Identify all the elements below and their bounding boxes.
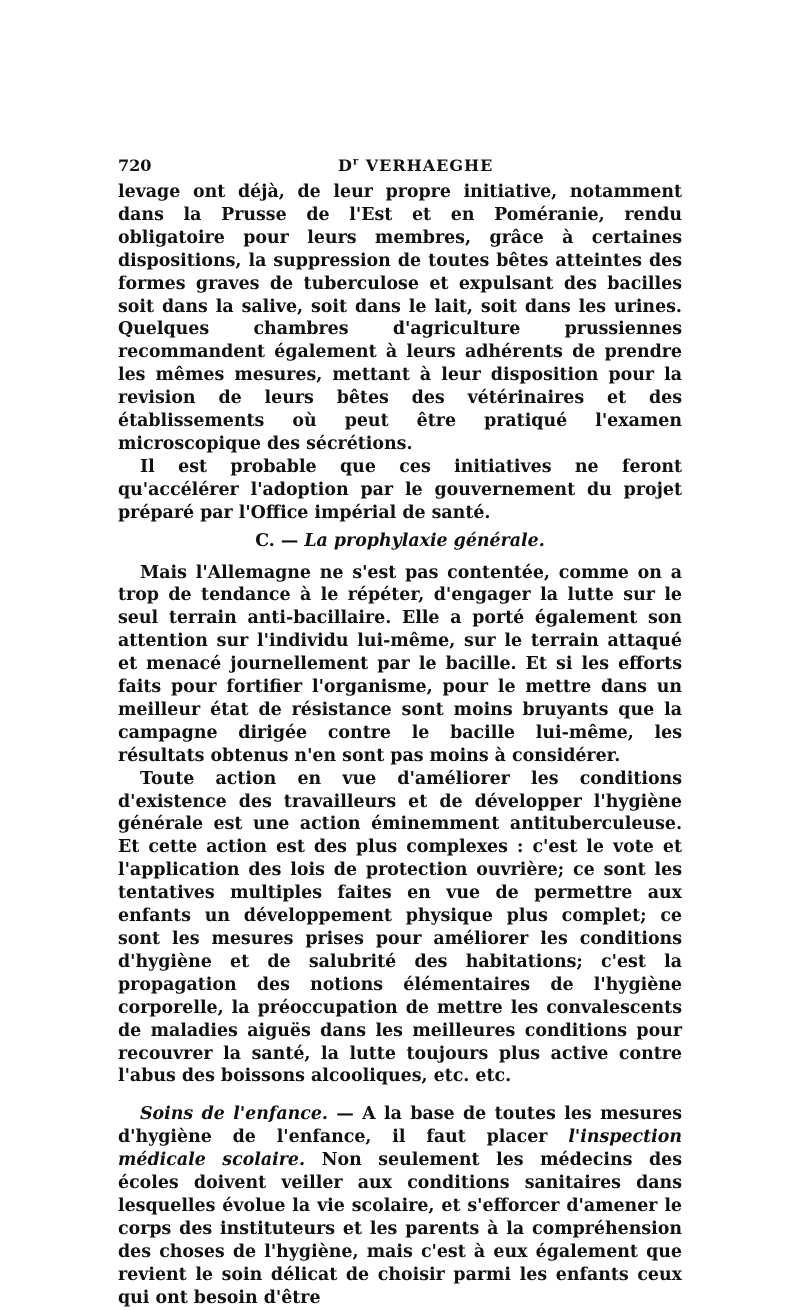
paragraph: Toute action en vue d'améliorer les conditions d'existence des travailleurs et de développer l'hygiène générale est une action éminemment antituberculeuse. Et cette action est des plus complexes : c'est le vote et l'application des lois de protection ouvrière; ce sont les tentatives multiples faites en vue de permettre aux enfants un développement physique plus complet; ce sont les mesures prises pour améliorer les conditions d'hygiène et de salubrité des habitations; c'est la propagation des notions élémentaires de l'hygiène corporelle, la préoccupation de mettre les convalescents de maladies aiguës dans les meilleures conditions pour recouvrer la santé, la lutte toujours plus active contre l'abus des boissons alcooliques, etc. etc. xyxy=(118,768,682,1087)
emphasis-text: l'inspection médicale scolaire. xyxy=(118,1127,682,1171)
body-text xyxy=(118,181,682,1310)
paragraph: Mais l'Allemagne ne s'est pas contentée, comme on a trop de tendance à le répéter, d'engager la lutte sur le seul terrain anti-bacillaire. Elle a porté également son attention sur l'individu lui-même, sur le terrain attaqué et menacé journellement par le bacille. Et si les efforts faits pour fortifier l'organisme, pour le mettre dans un meilleur état de résistance sont moins bruyants que la campagne dirigée contre le bacille lui-même, les résultats obtenus n'en sont pas moins à considérer. xyxy=(118,562,682,766)
paragraph-text: Non seulement les médecins des écoles doivent veiller aux conditions sanitaires dans lesquelles évolue la vie scolaire, et s'efforcer d'amener le corps des instituteurs et les parents à la compréhension des choses de l'hygiène, mais c'est à eux également que revient le soin délicat de choisir parmi les enfants ceux qui ont besoin d'être xyxy=(118,1150,682,1308)
section-title: La prophylaxie générale. xyxy=(304,530,545,551)
paragraph-continued: levage ont déjà, de leur propre initiative, notamment dans la Prusse de l'Est et en Poméranie, rendu obligatoire pour leurs membres, grâce à certaines dispositions, la suppression de toutes bêtes atteintes des formes graves de tuberculose et expulsant des bacilles soit dans la salive, soit dans le lait, soit dans les urines. Quelques chambres d'agriculture prussiennes recommandent également à leurs adhérents de prendre les mêmes mesures, mettant à leur disposition pour la revision de leurs bêtes des vétérinaires et des établissements où peut être pratiqué l'examen microscopique des sécrétions. xyxy=(118,182,682,454)
paragraph-soins-enfance xyxy=(118,1103,682,1309)
running-head xyxy=(338,156,493,175)
page-header xyxy=(118,156,682,180)
running-head-sup: r xyxy=(352,156,360,168)
section-letter: C. — xyxy=(255,530,305,551)
paragraph-text: — A la base de toutes les mesures d'hygiène de l'enfance, il faut placer xyxy=(118,1104,682,1148)
paragraph: Il est probable que ces initiatives ne feront qu'accélérer l'adoption par le gouvernement du projet préparé par l'Office impérial de santé. xyxy=(118,456,682,523)
subsection-title: Soins de l'enfance. xyxy=(140,1104,328,1125)
page-number: 720 xyxy=(118,156,152,175)
section-heading xyxy=(118,530,682,553)
running-head-prefix: D xyxy=(338,156,353,175)
running-head-name: VERHAEGHE xyxy=(359,156,494,175)
